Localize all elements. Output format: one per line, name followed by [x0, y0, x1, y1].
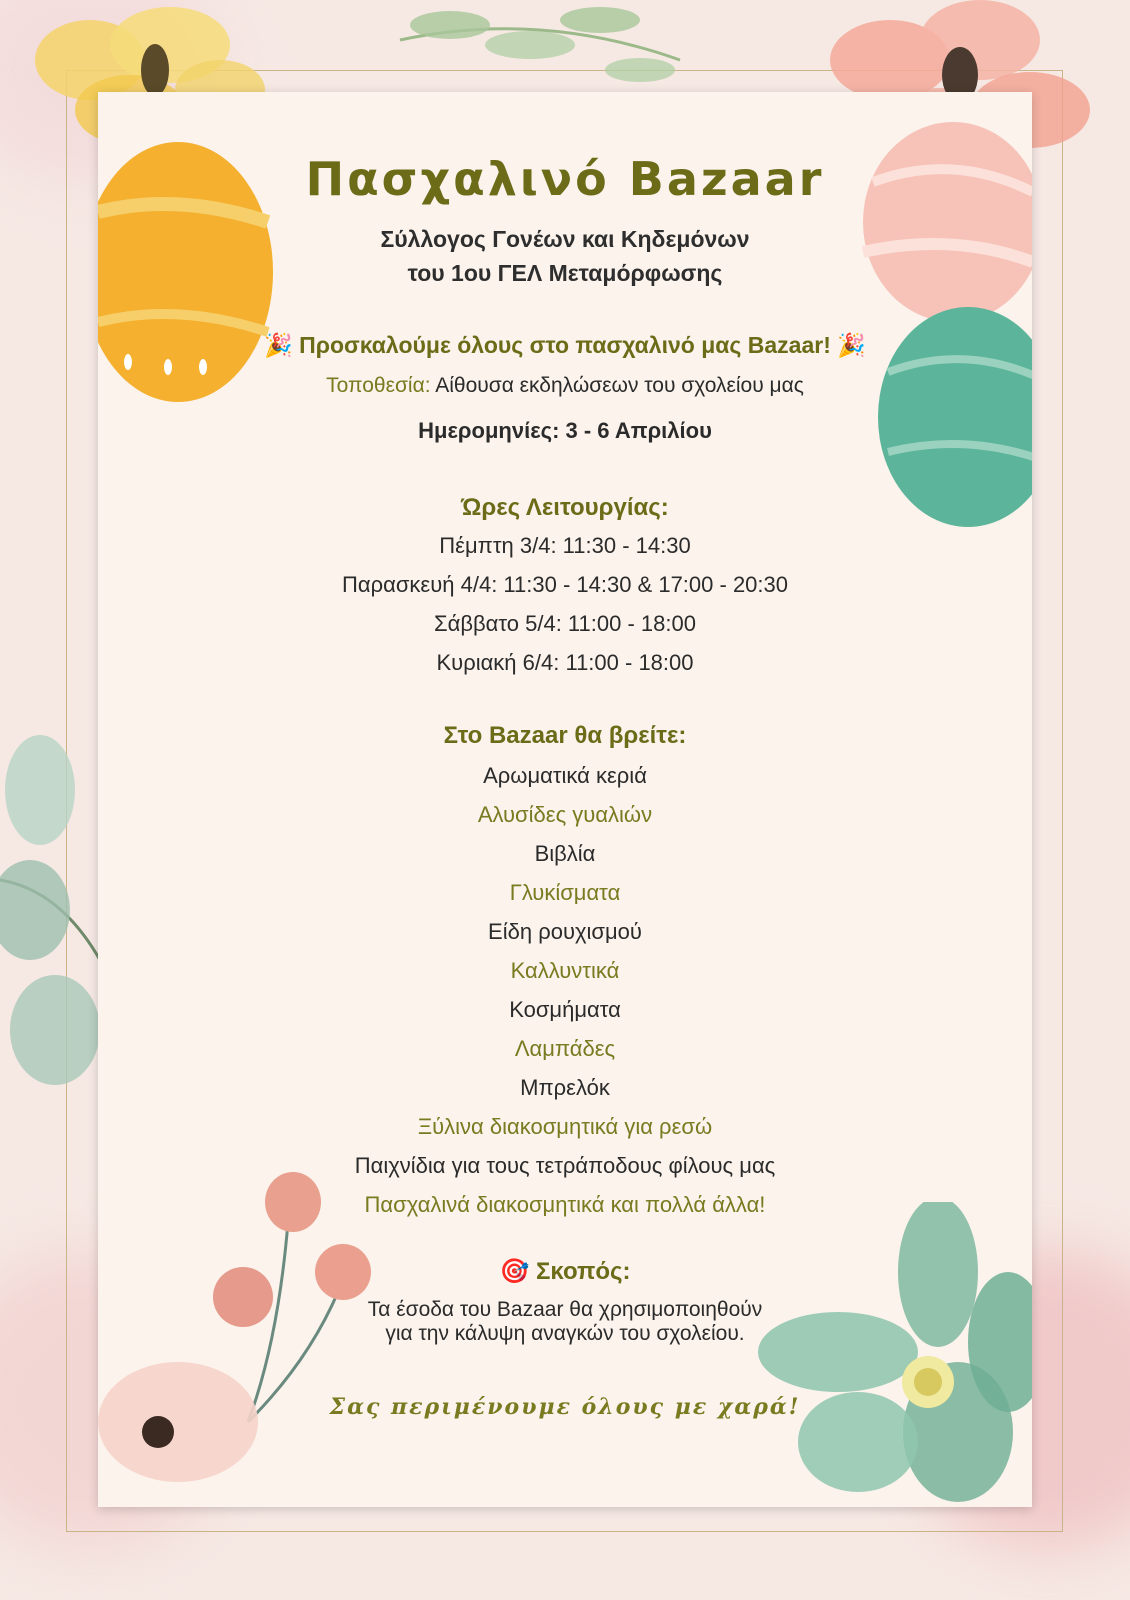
- list-item: Κοσμήματα: [509, 997, 621, 1022]
- hours-row: Πέμπτη 3/4: 11:30 - 14:30: [439, 533, 691, 558]
- dates-line: Ημερομηνίες: 3 - 6 Απριλίου: [418, 418, 712, 443]
- purpose-heading: [98, 1257, 1032, 1286]
- target-icon: 🎯: [499, 1258, 537, 1285]
- list-item: Αρωματικά κεριά: [483, 763, 647, 788]
- green-flower-icon: [748, 1202, 1032, 1507]
- purpose-line2: για την κάλυψη αναγκών του σχολείου.: [385, 1322, 745, 1345]
- party-popper-icon: 🎉: [830, 332, 866, 358]
- list-item: Αλυσίδες γυαλιών: [477, 802, 653, 827]
- hours-heading: Ώρες Λειτουργίας:: [461, 494, 669, 521]
- list-item: Παιχνίδια για τους τετράποδους φίλους μας: [354, 1153, 776, 1178]
- invitation-text: Προσκαλούμε όλους στο πασχαλινό μας Bazaar!: [299, 332, 831, 358]
- list-item: Ξύλινα διακοσμητικά για ρεσώ: [417, 1114, 713, 1139]
- list-item: Γλυκίσματα: [509, 880, 621, 905]
- invitation-card: [98, 92, 1032, 1507]
- location-line: [98, 366, 1032, 405]
- items-list: [98, 756, 1032, 1224]
- subtitle-line2: του 1ου ΓΕΛ Μεταμόρφωσης: [407, 260, 723, 286]
- list-item: Βιβλία: [534, 841, 596, 866]
- party-popper-icon: 🎉: [264, 332, 300, 358]
- location-value: Αίθουσα εκδηλώσεων του σχολείου μας: [435, 374, 804, 397]
- list-item: Πασχαλινά διακοσμητικά και πολλά άλλα!: [364, 1192, 766, 1217]
- list-item: Λαμπάδες: [514, 1036, 616, 1061]
- subtitle-line1: Σύλλογος Γονέων και Κηδεμόνων: [380, 226, 750, 252]
- invitation-line: [98, 332, 1032, 359]
- closing-message: Σας περιμένουμε όλους με χαρά!: [329, 1394, 801, 1420]
- location-label: Τοποθεσία:: [326, 374, 431, 397]
- list-item: Καλλυντικά: [510, 958, 620, 983]
- hours-row: Παρασκευή 4/4: 11:30 - 14:30 & 17:00 - 20:30: [342, 572, 788, 597]
- hours-list: [98, 526, 1032, 682]
- list-item: Μπρελόκ: [520, 1075, 610, 1100]
- leaf-branch-left-icon: [0, 730, 110, 1100]
- hours-row: Σάββατο 5/4: 11:00 - 18:00: [434, 611, 696, 636]
- list-item: Είδη ρουχισμού: [488, 919, 642, 944]
- hours-row: Κυριακή 6/4: 11:00 - 18:00: [436, 650, 694, 675]
- items-heading: Στο Bazaar θα βρείτε:: [443, 722, 687, 749]
- page-title: Πασχαλινό Bazaar: [305, 152, 825, 206]
- leaf-branch-icon: [390, 0, 690, 100]
- purpose-line1: Τα έσοδα του Bazaar θα χρησιμοποιηθούν: [367, 1298, 763, 1321]
- purpose-heading-text: Σκοπός:: [536, 1258, 631, 1285]
